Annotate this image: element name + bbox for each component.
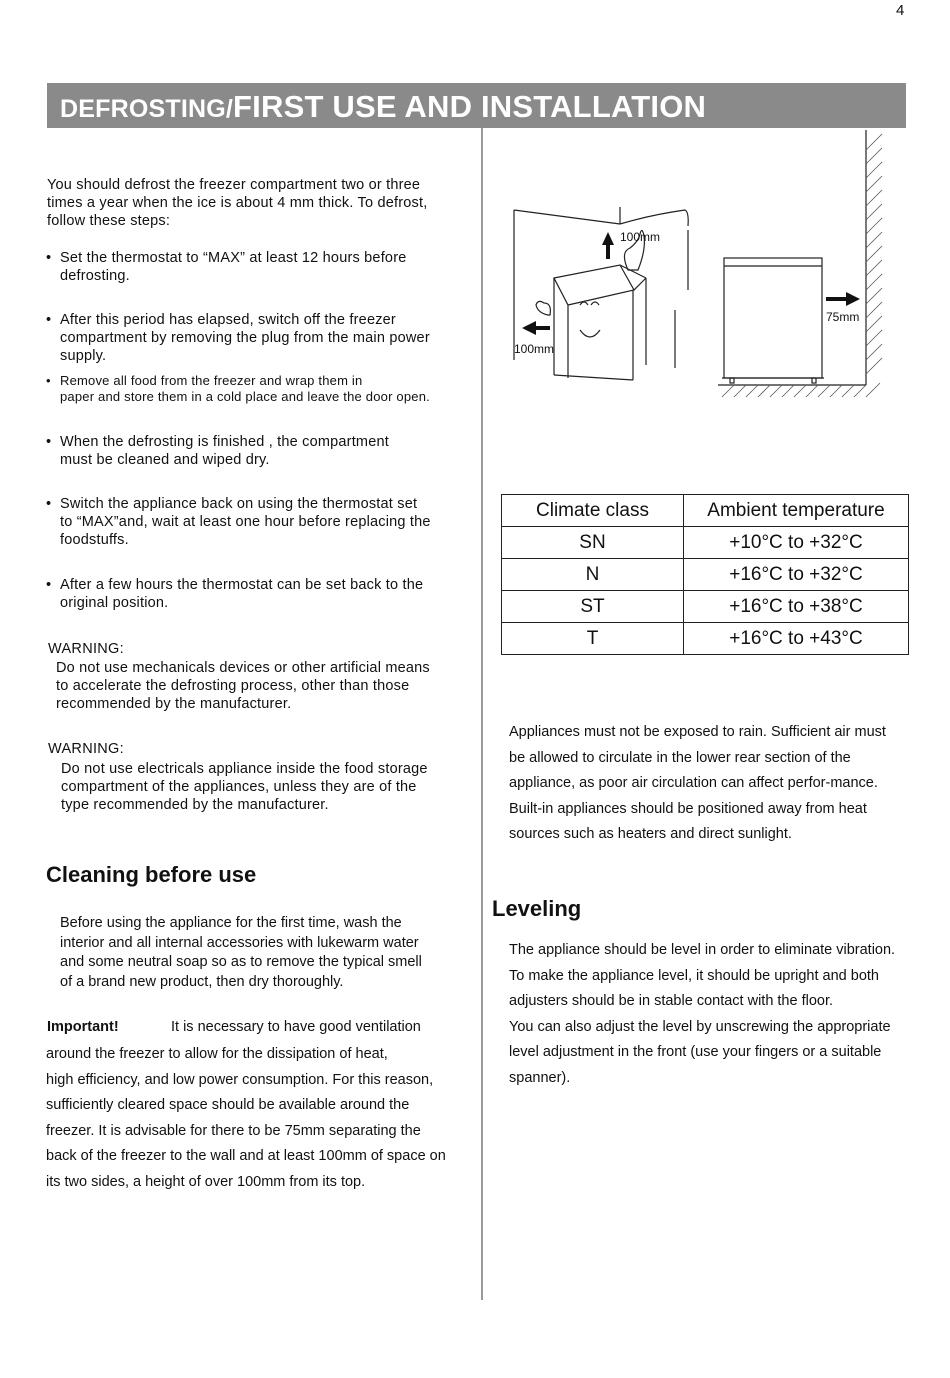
cleaning-heading: Cleaning before use bbox=[46, 862, 257, 887]
important-text: around the freezer to allow for the dissipation of heat, high efficiency, and low power consumption. For this reason, sufficiently cleared space should be available around the freezer. It is advisable for there to be 75mm separating the back of the freezer to the wall and at least 100mm of space on its two sides, a height of over 100mm from its top. bbox=[46, 1046, 446, 1190]
top-clearance-label: 100mm bbox=[620, 230, 661, 244]
table-header: Ambient temperature bbox=[684, 495, 909, 527]
placement-text: Appliances must not be exposed to rain. Sufficient air must be allowed to circulate in the lower rear section of the appliance, as poor air circulation can affect perfor-mance. Built-in appliances should be positioned away from heat sources such as heaters and direct sunlight. bbox=[509, 724, 886, 842]
climate-table bbox=[501, 494, 909, 655]
warning-text: Do not use mechanicals devices or other artificial means to accelerate the defrosting process, other than those recommended by the manufacturer. bbox=[56, 660, 430, 712]
bullet-icon: • bbox=[46, 373, 51, 388]
defrost-step: • Set the thermostat to “MAX” at least 12 hours before defrosting. bbox=[46, 250, 407, 284]
table-row bbox=[502, 559, 909, 591]
bullet-icon: • bbox=[46, 434, 52, 450]
table-row bbox=[502, 591, 909, 623]
page-number: 4 bbox=[896, 2, 905, 19]
table-cell: T bbox=[502, 623, 684, 655]
table-row bbox=[502, 623, 909, 655]
defrost-step: • After this period has elapsed, switch off the freezer compartment by removing the plug from the main power supply. bbox=[46, 312, 430, 364]
defrost-step: • Switch the appliance back on using the thermostat set to “MAX”and, wait at least one hour before replacing the foodstuffs. bbox=[46, 496, 431, 548]
installation-diagram bbox=[490, 130, 900, 410]
warning-text: Do not use electricals appliance inside the food storage compartment of the appliances, unless they are of the type recommended by the manufacturer. bbox=[61, 761, 428, 813]
table-cell: +16°C to +38°C bbox=[684, 591, 909, 623]
back-view bbox=[718, 130, 866, 385]
leveling-heading: Leveling bbox=[492, 896, 582, 921]
defrost-step: • Remove all food from the freezer and wrap them in paper and store them in a cold place and leave the door open. bbox=[46, 373, 430, 404]
table-cell: ST bbox=[502, 591, 684, 623]
table-cell: +16°C to +32°C bbox=[684, 559, 909, 591]
arrow-right-icon bbox=[826, 292, 860, 306]
section-header bbox=[47, 83, 906, 128]
defrost-step: • When the defrosting is finished , the compartment must be cleaned and wiped dry. bbox=[46, 434, 389, 468]
section-title: DEFROSTING/FIRST USE AND INSTALLATION bbox=[60, 89, 707, 124]
leveling-text: The appliance should be level in order to eliminate vibration. To make the appliance level, it should be upright and both adjusters should be in stable contact with the floor. You can also adjust the level by unscrewing the appropriate level adjustment in the front (use your fingers or a suitable spanner). bbox=[509, 942, 896, 1086]
table-row bbox=[502, 527, 909, 559]
side-clearance-label: 100mm bbox=[514, 342, 555, 356]
table-cell: N bbox=[502, 559, 684, 591]
table-header-row bbox=[502, 495, 909, 527]
defrost-step: • After a few hours the thermostat can be set back to the original position. bbox=[46, 577, 424, 611]
defrost-intro: You should defrost the freezer compartment two or three times a year when the ice is about 4 mm thick. To defrost, follow these steps: bbox=[47, 177, 428, 229]
bullet-icon: • bbox=[46, 250, 52, 266]
table-cell: +16°C to +43°C bbox=[684, 623, 909, 655]
table-cell: +10°C to +32°C bbox=[684, 527, 909, 559]
table-cell: SN bbox=[502, 527, 684, 559]
arrow-left-icon bbox=[522, 321, 550, 335]
back-clearance-label: 75mm bbox=[826, 310, 860, 324]
table-header: Climate class bbox=[502, 495, 684, 527]
bullet-icon: • bbox=[46, 577, 52, 593]
important-text-first: It is necessary to have good ventilation bbox=[171, 1019, 421, 1035]
important-label: Important! bbox=[47, 1019, 119, 1035]
warning-title: WARNING: bbox=[48, 741, 124, 757]
bullet-icon: • bbox=[46, 312, 52, 328]
bullet-icon: • bbox=[46, 496, 52, 512]
warning-title: WARNING: bbox=[48, 641, 124, 657]
arrow-up-icon bbox=[602, 232, 614, 259]
cleaning-text: Before using the appliance for the first time, wash the interior and all internal accessories with lukewarm water and some neutral soap so as to remove the typical smell of a brand new product, then dry thoroughly. bbox=[60, 915, 422, 990]
